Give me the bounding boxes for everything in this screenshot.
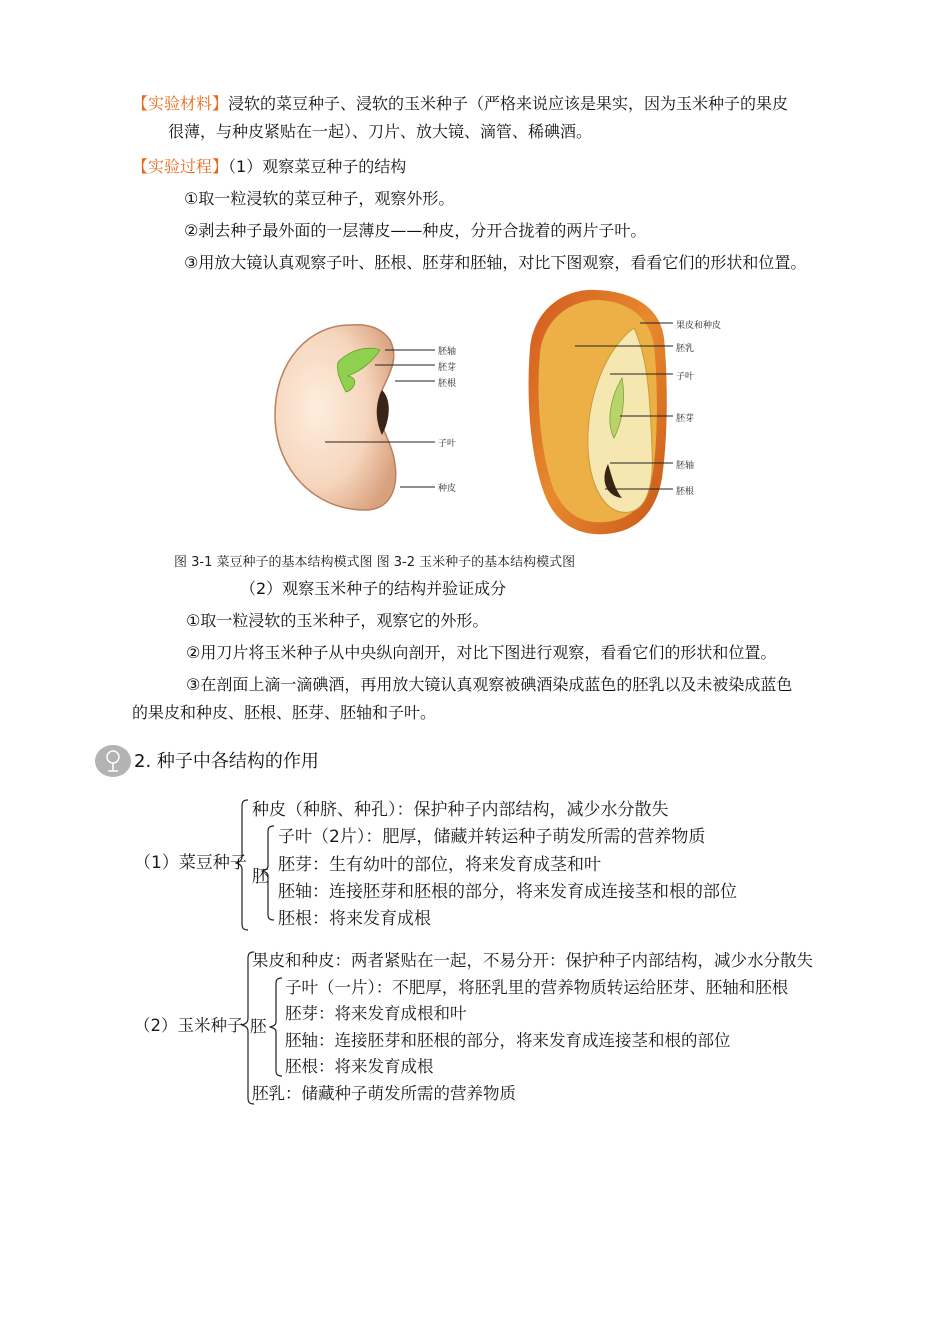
corn-label-cotyledon: 子叶 (676, 372, 695, 382)
bean-tree-root: （1）菜豆种子 (134, 853, 247, 873)
corn-label-plumule: 胚芽 (676, 414, 695, 424)
corn-step-3b: 的果皮和种皮、胚根、胚芽、胚轴和子叶。 (132, 703, 437, 722)
materials-line-1 (132, 94, 788, 114)
corn-tree-root: （2）玉米种子 (134, 1016, 244, 1035)
figure-caption: 图 3-1 菜豆种子的基本结构模式图 图 3-2 玉米种子的基本结构模式图 (174, 555, 576, 570)
corn-tree-cotyledon: 子叶（一片）：不肥厚，将胚乳里的营养物质转运给胚芽、胚轴和胚根 (285, 978, 789, 997)
corn-label-lines (600, 318, 680, 498)
corn-tree-embryo: 胚 (250, 1017, 267, 1036)
bean-tree-radicle: 胚根：将来发育成根 (278, 909, 431, 929)
corn-section-title: （2）观察玉米种子的结构并验证成分 (240, 579, 507, 598)
bean-tree-seed-coat: 种皮（种脐、种孔）：保护种子内部结构，减少水分散失 (252, 800, 669, 820)
bean-label-cotyledon: 子叶 (438, 439, 457, 449)
materials-line-2: 很薄，与种皮紧贴在一起）、刀片、放大镜、滴管、稀碘酒。 (168, 122, 593, 141)
bean-label-lines (340, 340, 440, 500)
process-tag: 【实验过程】 (132, 157, 229, 176)
bean-label-plumule: 胚芽 (438, 363, 457, 373)
process-title: （1）观察菜豆种子的结构 (228, 157, 407, 176)
bean-tree-plumule: 胚芽：生有幼叶的部位，将来发育成茎和叶 (278, 855, 601, 875)
materials-tag: 【实验材料】 (132, 94, 229, 113)
process-step-2: ②剥去种子最外面的一层薄皮——种皮，分开合拢着的两片子叶。 (184, 221, 647, 240)
process-step-3: ③用放大镜认真观察子叶、胚根、胚芽和胚轴，对比下图观察，看看它们的形状和位置。 (184, 253, 807, 272)
corn-label-endosperm: 胚乳 (676, 344, 695, 354)
bean-label-seed-coat: 种皮 (438, 484, 457, 494)
bean-tree-embryo: 胚 (252, 867, 269, 887)
process-heading (132, 157, 406, 177)
corn-step-1: ①取一粒浸软的玉米种子，观察它的外形。 (186, 611, 489, 630)
bean-label-radicle: 胚根 (438, 379, 457, 389)
bean-label-hypocotyl: 胚轴 (438, 347, 457, 357)
bean-tree-hypocotyl: 胚轴：连接胚芽和胚根的部分，将来发育成连接茎和根的部位 (278, 882, 737, 902)
process-step-1: ①取一粒浸软的菜豆种子，观察外形。 (184, 189, 455, 208)
corn-tree-radicle: 胚根：将来发育成根 (285, 1057, 434, 1076)
corn-tree-coat: 果皮和种皮：两者紧贴在一起，不易分开：保护种子内部结构，减少水分散失 (252, 951, 813, 970)
bean-tree-cotyledon: 子叶（2片）：肥厚，储藏并转运种子萌发所需的营养物质 (278, 827, 706, 847)
corn-tree-endosperm: 胚乳：储藏种子萌发所需的营养物质 (252, 1084, 516, 1103)
tree-icon (94, 744, 132, 778)
corn-label-radicle: 胚根 (676, 487, 695, 497)
corn-tree-plumule: 胚芽：将来发育成根和叶 (285, 1004, 467, 1023)
corn-step-2: ②用刀片将玉米种子从中央纵向剖开，对比下图进行观察，看看它们的形状和位置。 (186, 643, 777, 662)
section-2-heading: 2. 种子中各结构的作用 (134, 751, 319, 772)
materials-text-1: 浸软的菜豆种子、浸软的玉米种子（严格来说应该是果实，因为玉米种子的果皮 (228, 94, 789, 113)
corn-step-3a: ③在剖面上滴一滴碘酒，再用放大镜认真观察被碘酒染成蓝色的胚乳以及未被染成蓝色 (186, 675, 793, 694)
corn-label-hypocotyl: 胚轴 (676, 461, 695, 471)
corn-label-pericarp: 果皮和种皮 (676, 321, 722, 331)
corn-tree-hypocotyl: 胚轴：连接胚芽和胚根的部分，将来发育成连接茎和根的部位 (285, 1031, 731, 1050)
